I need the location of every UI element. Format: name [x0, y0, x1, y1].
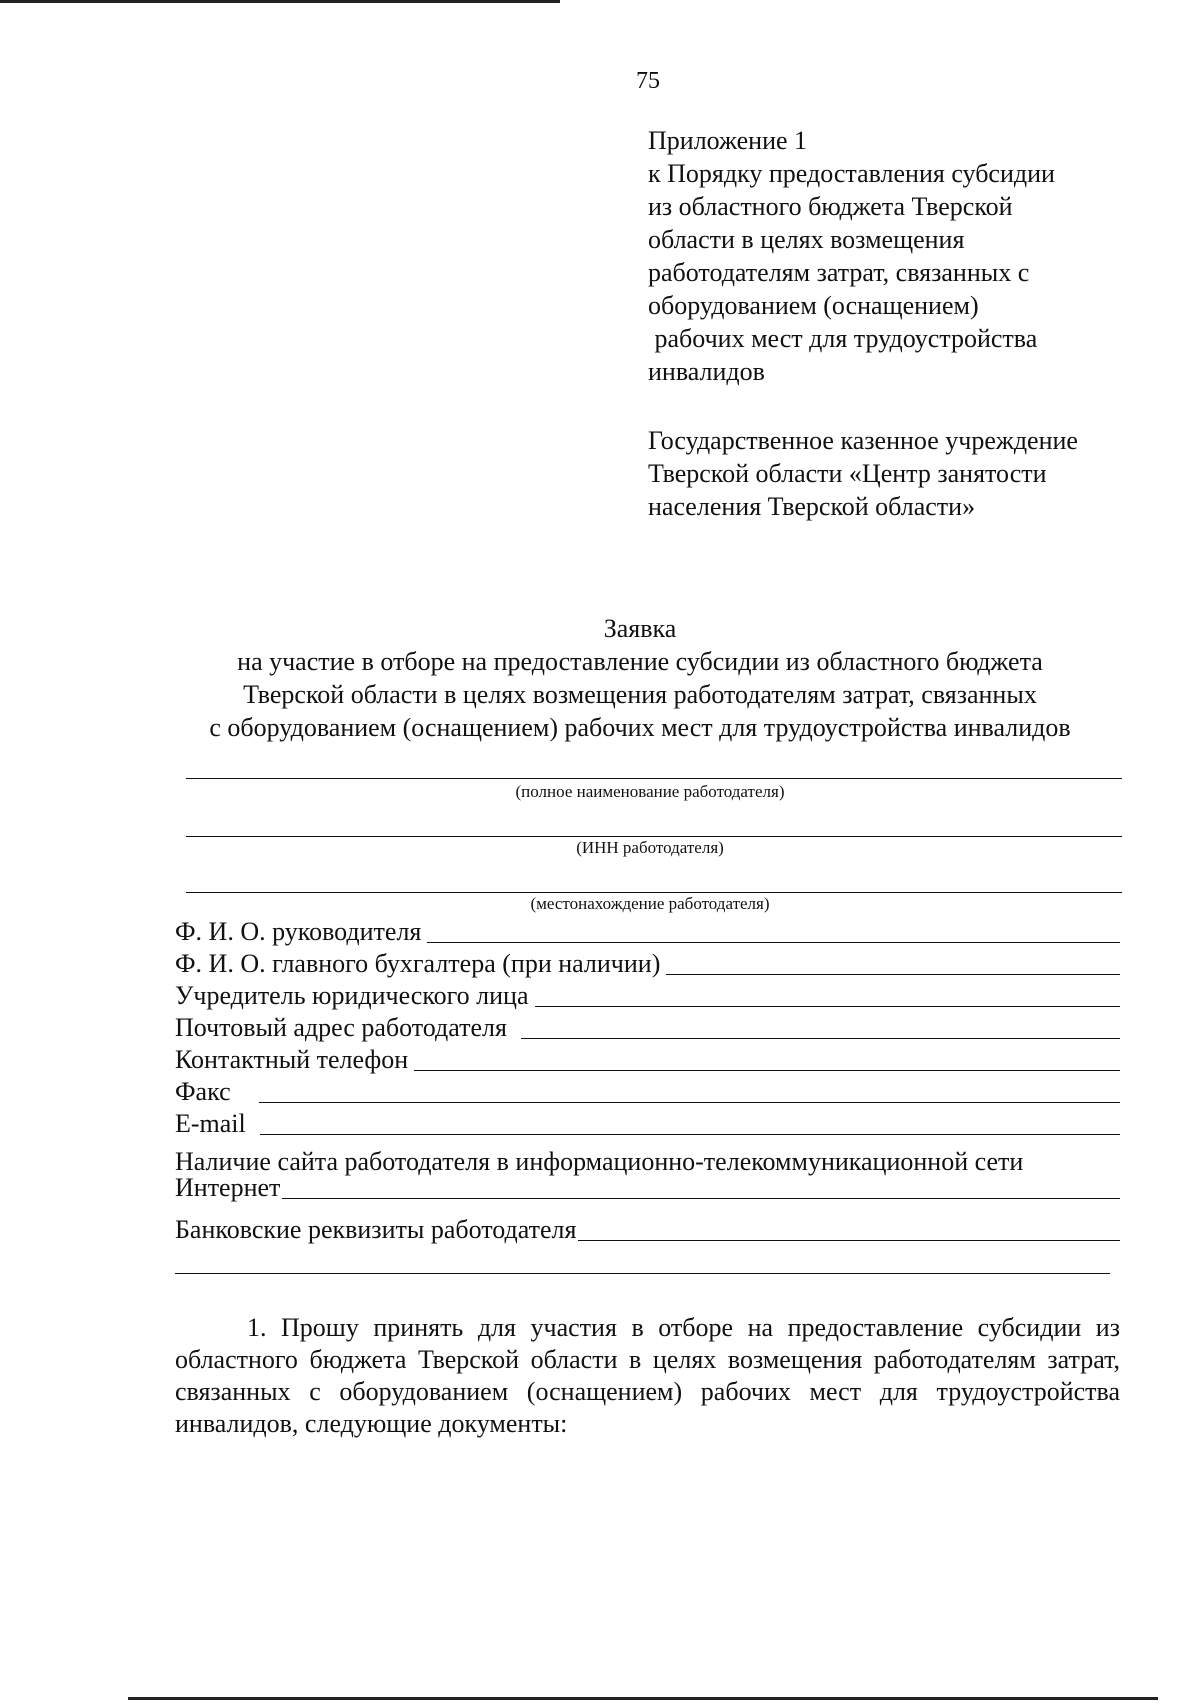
fax-field — [175, 1075, 1120, 1107]
phone-label: Контактный телефон — [175, 1045, 409, 1074]
email-input-line[interactable] — [260, 1134, 1120, 1135]
appendix-line: области в целях возмещения — [648, 225, 965, 254]
appendix-line: Приложение 1 — [648, 126, 808, 155]
postal-address-field — [175, 1011, 1120, 1043]
accountant-label: Ф. И. О. главного бухгалтера (при наличии) — [175, 949, 661, 978]
founder-field — [175, 979, 1120, 1011]
scan-edge-top — [0, 0, 560, 3]
postal-address-input-line[interactable] — [521, 1038, 1120, 1039]
bank-details-extra-line[interactable] — [175, 1273, 1110, 1274]
application-title — [160, 612, 1120, 744]
email-field — [175, 1107, 1120, 1139]
bank-details-field — [175, 1213, 1120, 1245]
email-label: E-mail — [175, 1109, 246, 1138]
director-field — [175, 915, 1120, 947]
website-input-line[interactable] — [282, 1198, 1120, 1199]
accountant-field — [175, 947, 1120, 979]
full-name-caption: (полное наименование работодателя) — [515, 782, 785, 801]
website-label-2: Интернет — [175, 1173, 281, 1202]
phone-input-line[interactable] — [414, 1070, 1120, 1071]
appendix-line: инвалидов — [648, 357, 765, 386]
title-line: с оборудованием (оснащением) рабочих мест для трудоустройства инвалидов — [209, 713, 1071, 742]
title-line: Тверской области в целях возмещения работодателям затрат, связанных — [243, 680, 1037, 709]
location-caption: (местонахождение работодателя) — [530, 894, 770, 913]
appendix-line: рабочих мест для трудоустройства — [648, 324, 1038, 353]
appendix-line: из областного бюджета Тверской — [648, 192, 1013, 221]
title-line: на участие в отборе на предоставление субсидии из областного бюджета — [237, 647, 1043, 676]
founder-label: Учредитель юридического лица — [175, 981, 529, 1010]
recipient-line: населения Тверской области» — [648, 492, 976, 521]
page-number: 75 — [636, 68, 660, 94]
appendix-line: оборудованием (оснащением) — [648, 291, 979, 320]
phone-field — [175, 1043, 1120, 1075]
appendix-note — [648, 124, 1128, 388]
inn-line[interactable] — [186, 836, 1122, 837]
paragraph-1: 1. Прошу принять для участия в отборе на предоставление субсидии из областного бюджета Тверской области в целях возмещения работодателям затрат, связанных с оборудованием (оснащением) рабочих мест для трудоустройства инвалидов, следующие документы: — [175, 1313, 1120, 1438]
appendix-line: к Порядку предоставления субсидии — [648, 159, 1055, 188]
director-input-line[interactable] — [427, 942, 1120, 943]
recipient-line: Государственное казенное учреждение — [648, 426, 1078, 455]
director-label: Ф. И. О. руководителя — [175, 917, 422, 946]
bank-details-input-line[interactable] — [578, 1240, 1120, 1241]
recipient-block — [648, 424, 1128, 523]
accountant-input-line[interactable] — [666, 974, 1120, 975]
founder-input-line[interactable] — [535, 1006, 1120, 1007]
location-line[interactable] — [186, 892, 1122, 893]
website-label: Наличие сайта работодателя в информационно-телекоммуникационной сети — [175, 1147, 1024, 1176]
scan-edge-bottom — [128, 1697, 1158, 1700]
fax-input-line[interactable] — [259, 1102, 1120, 1103]
appendix-line: работодателям затрат, связанных с — [648, 258, 1030, 287]
postal-address-label: Почтовый адрес работодателя — [175, 1013, 507, 1042]
title-heading: Заявка — [603, 614, 677, 643]
recipient-line: Тверской области «Центр занятости — [648, 459, 1047, 488]
inn-caption: (ИНН работодателя) — [576, 838, 724, 857]
bank-details-label: Банковские реквизиты работодателя — [175, 1215, 577, 1244]
fax-label: Факс — [175, 1077, 231, 1106]
website-field — [175, 1171, 1120, 1203]
full-name-line[interactable] — [186, 778, 1122, 779]
